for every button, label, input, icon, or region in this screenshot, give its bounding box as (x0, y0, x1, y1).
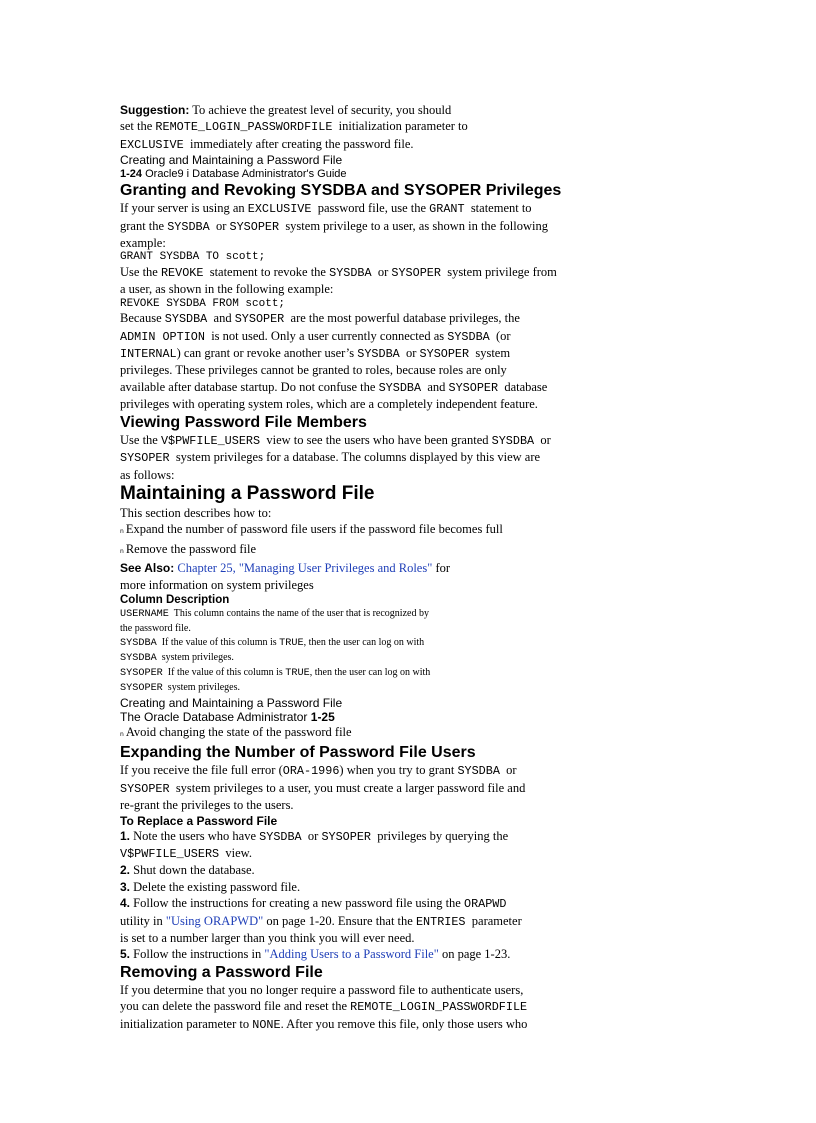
granting-para-1: If your server is using an EXCLUSIVE password file, use the GRANT statement to grant the SYSDBA or SYSOPER system privilege to a user, as shown in the following example: (120, 201, 548, 251)
step-1: 1. Note the users who have SYSDBA or SYSOPER privileges by querying the V$PWFILE_USERS view. (120, 828, 509, 861)
maintaining-intro: This section describes how to: (120, 505, 272, 520)
bullet-icon: n (120, 547, 124, 555)
bullet-item-1: n Expand the number of password file users if the password file becomes full (120, 522, 503, 537)
step-2: 2. Shut down the database. (120, 863, 255, 878)
column-table-header: Column Description (120, 593, 230, 606)
see-also-label: See Also: (120, 561, 175, 576)
heading-removing: Removing a Password File (120, 963, 323, 981)
table-row-username: USERNAME This column contains the name of the user that is recognized by the password file. (120, 607, 429, 634)
heading-expanding: Expanding the Number of Password File Users (120, 744, 476, 762)
code-grant: GRANT SYSDBA TO scott; (120, 251, 266, 264)
suggestion-label: Suggestion: (120, 103, 190, 117)
heading-maintaining: Maintaining a Password File (120, 482, 375, 504)
suggestion-line-2: set the REMOTE_LOGIN_PASSWORDFILE initialization parameter to (120, 119, 468, 135)
step-4: 4. Follow the instructions for creating a new password file using the ORAPWD utility in "Using ORAPWD" on page 1-20. Ensure that the ENTRIES parameter is set to a number larger than you think you will ever need. (120, 896, 522, 945)
running-header-book-2: The Oracle Database Administrator 1-25 (120, 709, 335, 724)
granting-para-3: Because SYSDBA and SYSOPER are the most powerful database privileges, the ADMIN OPTION is not used. Only a user currently connected as SYSDBA (or INTERNAL) can grant or revoke another user’s SYSDBA or SYSOPER system privileges. These privileges cannot be granted to roles, because roles are only available after database startup. Do not confuse the SYSDBA and SYSOPER database privileges with operating system roles, which are a completely independent feature. (120, 311, 548, 412)
suggestion-line-3: EXCLUSIVE immediately after creating the password file. (120, 136, 414, 152)
removing-para: If you determine that you no longer require a password file to authenticate users, you can delete the password file and reset the REMOTE_LOGIN_PASSWORDFILE initialization parameter to NONE. After you remove this file, only those users who (120, 982, 528, 1032)
step-5: 5. Follow the instructions in "Adding Users to a Password File" on page 1-23. (120, 947, 511, 962)
running-header-section-2: Creating and Maintaining a Password File (120, 695, 343, 710)
table-row-sysoper: SYSOPER If the value of this column is TRUE, then the user can log on with SYSOPER system privileges. (120, 666, 431, 694)
see-also: See Also: Chapter 25, "Managing User Privileges and Roles" for more information on system privileges (120, 561, 451, 592)
running-header-book: 1-24 Oracle9 i Database Administrator's Guide (120, 168, 347, 181)
link-adding-users[interactable]: "Adding Users to a Password File" (264, 947, 439, 962)
expanding-para: If you receive the file full error (ORA-1996) when you try to grant SYSDBA or SYSOPER system privileges to a user, you must create a larger password file and re-grant the privileges to the users. (120, 763, 526, 813)
bullet-icon: n (120, 528, 124, 536)
running-header-section: Creating and Maintaining a Password File (120, 153, 343, 168)
viewing-para: Use the V$PWFILE_USERS view to see the users who have been granted SYSDBA or SYSOPER system privileges for a database. The columns displayed by this view are as follows: (120, 432, 551, 482)
subheading-replace: To Replace a Password File (120, 813, 278, 828)
bullet-item-3: n Avoid changing the state of the password file (120, 724, 352, 739)
step-3: 3. Delete the existing password file. (120, 879, 301, 894)
page-number: 1-24 (120, 168, 143, 181)
document-page (120, 102, 720, 1033)
link-chapter-25[interactable]: Chapter 25, "Managing User Privileges and Roles" (177, 561, 433, 576)
bullet-icon: n (120, 730, 124, 738)
link-using-orapwd[interactable]: "Using ORAPWD" (165, 913, 264, 928)
heading-granting: Granting and Revoking SYSDBA and SYSOPER Privileges (120, 182, 562, 200)
page-number-2: 1-25 (310, 709, 335, 724)
code-revoke: REVOKE SYSDBA FROM scott; (120, 297, 286, 310)
suggestion-line-1: Suggestion: To achieve the greatest level of security, you should (120, 103, 452, 117)
bullet-item-2: n Remove the password file (120, 541, 256, 556)
table-row-sysdba: SYSDBA If the value of this column is TRUE, then the user can log on with SYSDBA system privileges. (120, 636, 425, 664)
heading-viewing: Viewing Password File Members (120, 413, 367, 431)
granting-para-2: Use the REVOKE statement to revoke the SYSDBA or SYSOPER system privilege from a user, as shown in the following example: (120, 264, 557, 297)
